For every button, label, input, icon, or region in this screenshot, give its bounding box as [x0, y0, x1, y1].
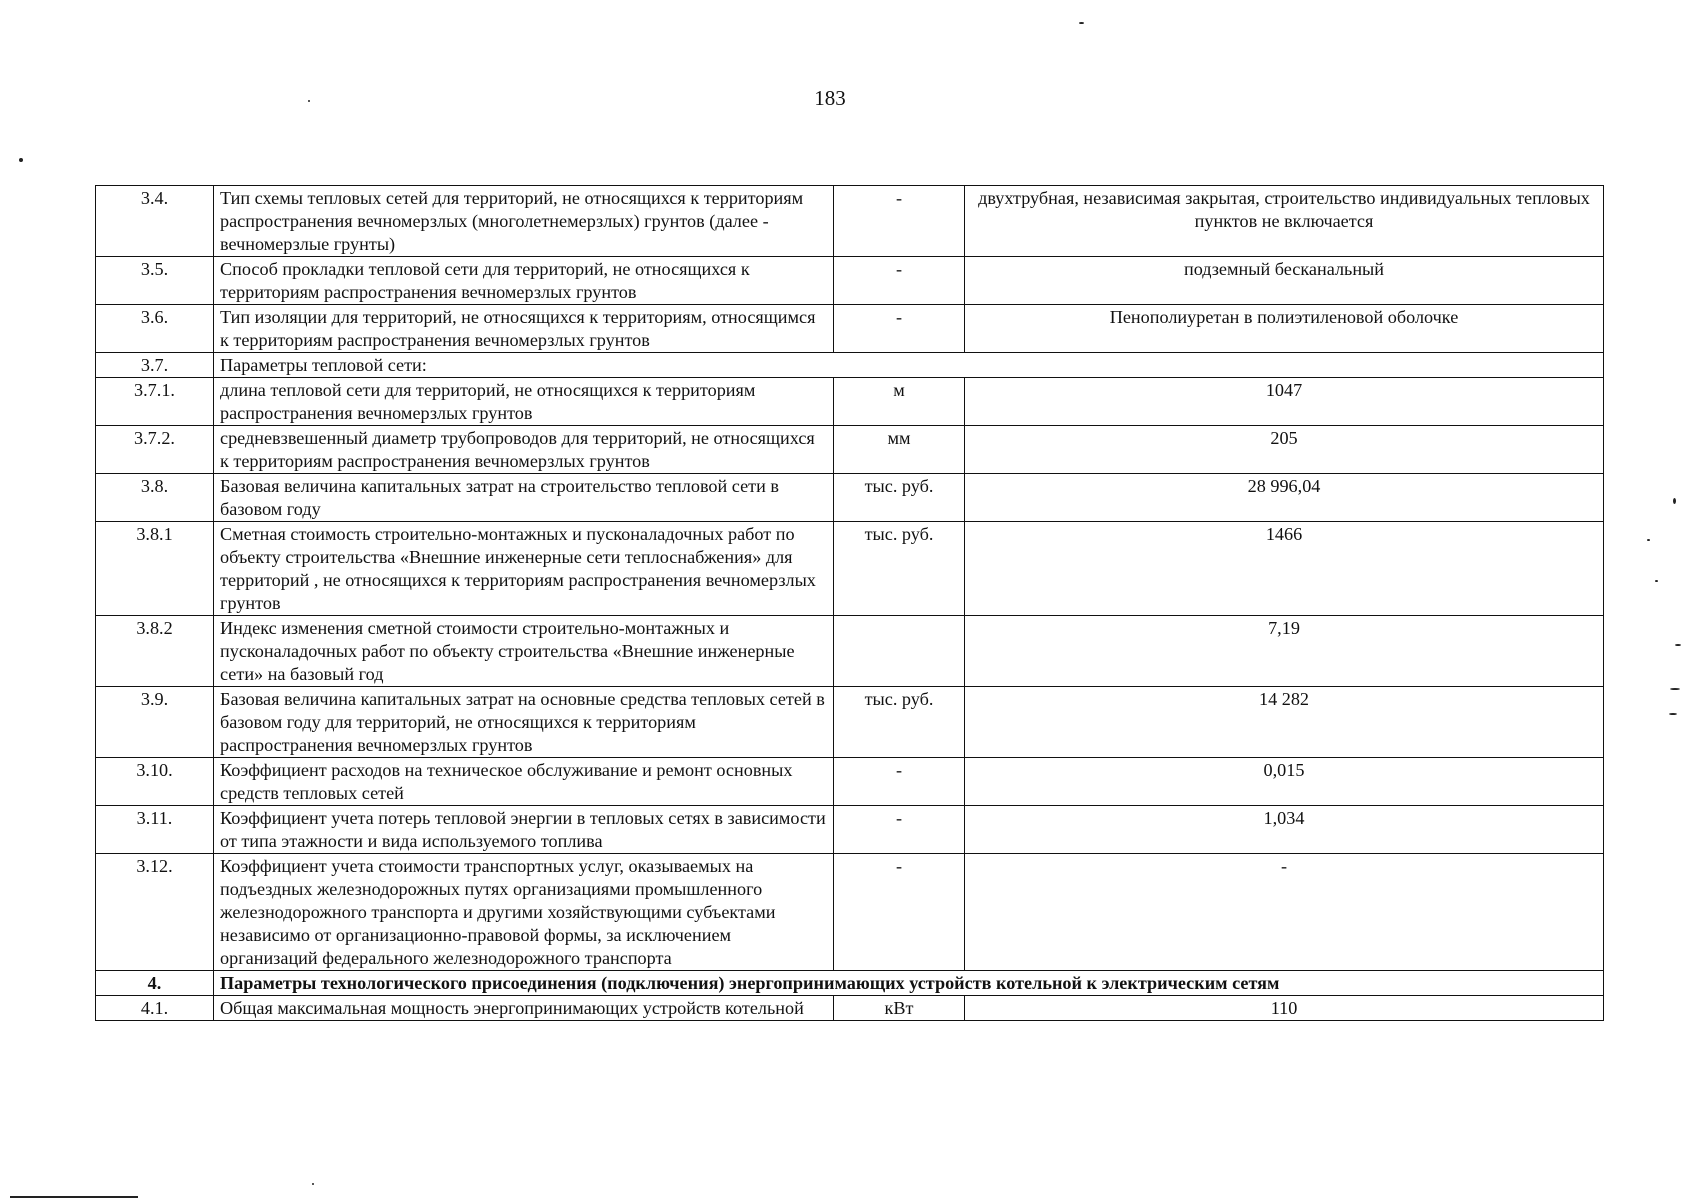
parameter-description: Способ прокладки тепловой сети для территорий, не относящихся к территориям распространения вечномерзлых грунтов	[214, 257, 834, 305]
value-cell: Пенополиуретан в полиэтиленовой оболочке	[965, 305, 1604, 353]
unit-cell: -	[834, 854, 965, 971]
parameter-description: Сметная стоимость строительно-монтажных и пусконаладочных работ по объекту строительства «Внешние инженерные сети теплоснабжения» для территорий , не относящихся к территориям распространения вечномерзлых грунтов	[214, 522, 834, 616]
parameter-description: средневзвешенный диаметр трубопроводов для территорий, не относящихся к территориям распространения вечномерзлых грунтов	[214, 426, 834, 474]
scan-speck	[1675, 644, 1681, 646]
row-number: 3.8.	[96, 474, 214, 522]
row-number: 3.7.	[96, 353, 214, 378]
section-heading: Параметры тепловой сети:	[214, 353, 1604, 378]
unit-cell: кВт	[834, 996, 965, 1021]
row-number: 3.5.	[96, 257, 214, 305]
unit-cell: -	[834, 305, 965, 353]
scan-speck	[1647, 539, 1650, 541]
unit-cell: -	[834, 257, 965, 305]
parameter-description: Базовая величина капитальных затрат на основные средства тепловых сетей в базовом году для территорий, не относящихся к территориям распространения вечномерзлых грунтов	[214, 687, 834, 758]
value-cell: 14 282	[965, 687, 1604, 758]
scan-speck	[19, 158, 23, 162]
value-cell: 205	[965, 426, 1604, 474]
row-number: 3.7.2.	[96, 426, 214, 474]
row-number: 3.9.	[96, 687, 214, 758]
unit-cell	[834, 616, 965, 687]
scan-speck	[1670, 688, 1680, 690]
table-row	[96, 616, 1604, 687]
parameter-description: Общая максимальная мощность энергопринимающих устройств котельной	[214, 996, 834, 1021]
unit-cell: -	[834, 758, 965, 806]
value-cell: 0,015	[965, 758, 1604, 806]
row-number: 4.1.	[96, 996, 214, 1021]
value-cell: 110	[965, 996, 1604, 1021]
parameters-table	[95, 185, 1604, 1021]
unit-cell: тыс. руб.	[834, 522, 965, 616]
scan-speck	[1669, 713, 1677, 715]
unit-cell: м	[834, 378, 965, 426]
table-row	[96, 426, 1604, 474]
parameter-description: Индекс изменения сметной стоимости строительно-монтажных и пусконаладочных работ по объекту строительства «Внешние инженерные сети» на базовый год	[214, 616, 834, 687]
row-number: 3.4.	[96, 186, 214, 257]
scan-edge-line	[10, 1196, 138, 1198]
parameter-description: Тип изоляции для территорий, не относящихся к территориям, относящимся к территориям распространения вечномерзлых грунтов	[214, 305, 834, 353]
value-cell: 1,034	[965, 806, 1604, 854]
row-number: 3.8.2	[96, 616, 214, 687]
parameter-description: длина тепловой сети для территорий, не относящихся к территориям распространения вечномерзлых грунтов	[214, 378, 834, 426]
table-row	[96, 854, 1604, 971]
scan-speck	[1673, 498, 1676, 504]
row-number: 4.	[96, 971, 214, 996]
unit-cell: тыс. руб.	[834, 687, 965, 758]
scan-speck	[308, 100, 310, 102]
value-cell: 1466	[965, 522, 1604, 616]
scan-speck	[312, 1183, 314, 1185]
unit-cell: -	[834, 186, 965, 257]
value-cell: двухтрубная, независимая закрытая, строительство индивидуальных тепловых пунктов не включается	[965, 186, 1604, 257]
parameter-description: Коэффициент учета потерь тепловой энергии в тепловых сетях в зависимости от типа этажности и вида используемого топлива	[214, 806, 834, 854]
row-number: 3.6.	[96, 305, 214, 353]
table-row	[96, 378, 1604, 426]
table-row	[96, 758, 1604, 806]
row-number: 3.12.	[96, 854, 214, 971]
parameter-description: Коэффициент учета стоимости транспортных услуг, оказываемых на подъездных железнодорожных путях организациями промышленного железнодорожного транспорта и другими хозяйствующими субъектами независимо от организационно-правовой формы, за исключением организаций федерального железнодорожного транспорта	[214, 854, 834, 971]
table-row	[96, 971, 1604, 996]
value-cell: подземный бесканальный	[965, 257, 1604, 305]
row-number: 3.10.	[96, 758, 214, 806]
value-cell: 7,19	[965, 616, 1604, 687]
table-row	[96, 186, 1604, 257]
table-row	[96, 474, 1604, 522]
table-row	[96, 996, 1604, 1021]
row-number: 3.8.1	[96, 522, 214, 616]
value-cell: 1047	[965, 378, 1604, 426]
table-row	[96, 522, 1604, 616]
table-row	[96, 806, 1604, 854]
table-row	[96, 687, 1604, 758]
unit-cell: -	[834, 806, 965, 854]
table-row	[96, 305, 1604, 353]
table-row	[96, 257, 1604, 305]
value-cell: -	[965, 854, 1604, 971]
table-row	[96, 353, 1604, 378]
parameter-description: Коэффициент расходов на техническое обслуживание и ремонт основных средств тепловых сетей	[214, 758, 834, 806]
value-cell: 28 996,04	[965, 474, 1604, 522]
unit-cell: тыс. руб.	[834, 474, 965, 522]
section-heading: Параметры технологического присоединения (подключения) энергопринимающих устройств котельной к электрическим сетям	[214, 971, 1604, 996]
page-number: 183	[814, 86, 846, 110]
scan-speck	[1655, 580, 1658, 582]
scan-speck	[1079, 22, 1084, 24]
row-number: 3.7.1.	[96, 378, 214, 426]
row-number: 3.11.	[96, 806, 214, 854]
parameter-description: Тип схемы тепловых сетей для территорий, не относящихся к территориям распространения вечномерзлых (многолетнемерзлых) грунтов (далее - вечномерзлые грунты)	[214, 186, 834, 257]
parameter-description: Базовая величина капитальных затрат на строительство тепловой сети в базовом году	[214, 474, 834, 522]
unit-cell: мм	[834, 426, 965, 474]
